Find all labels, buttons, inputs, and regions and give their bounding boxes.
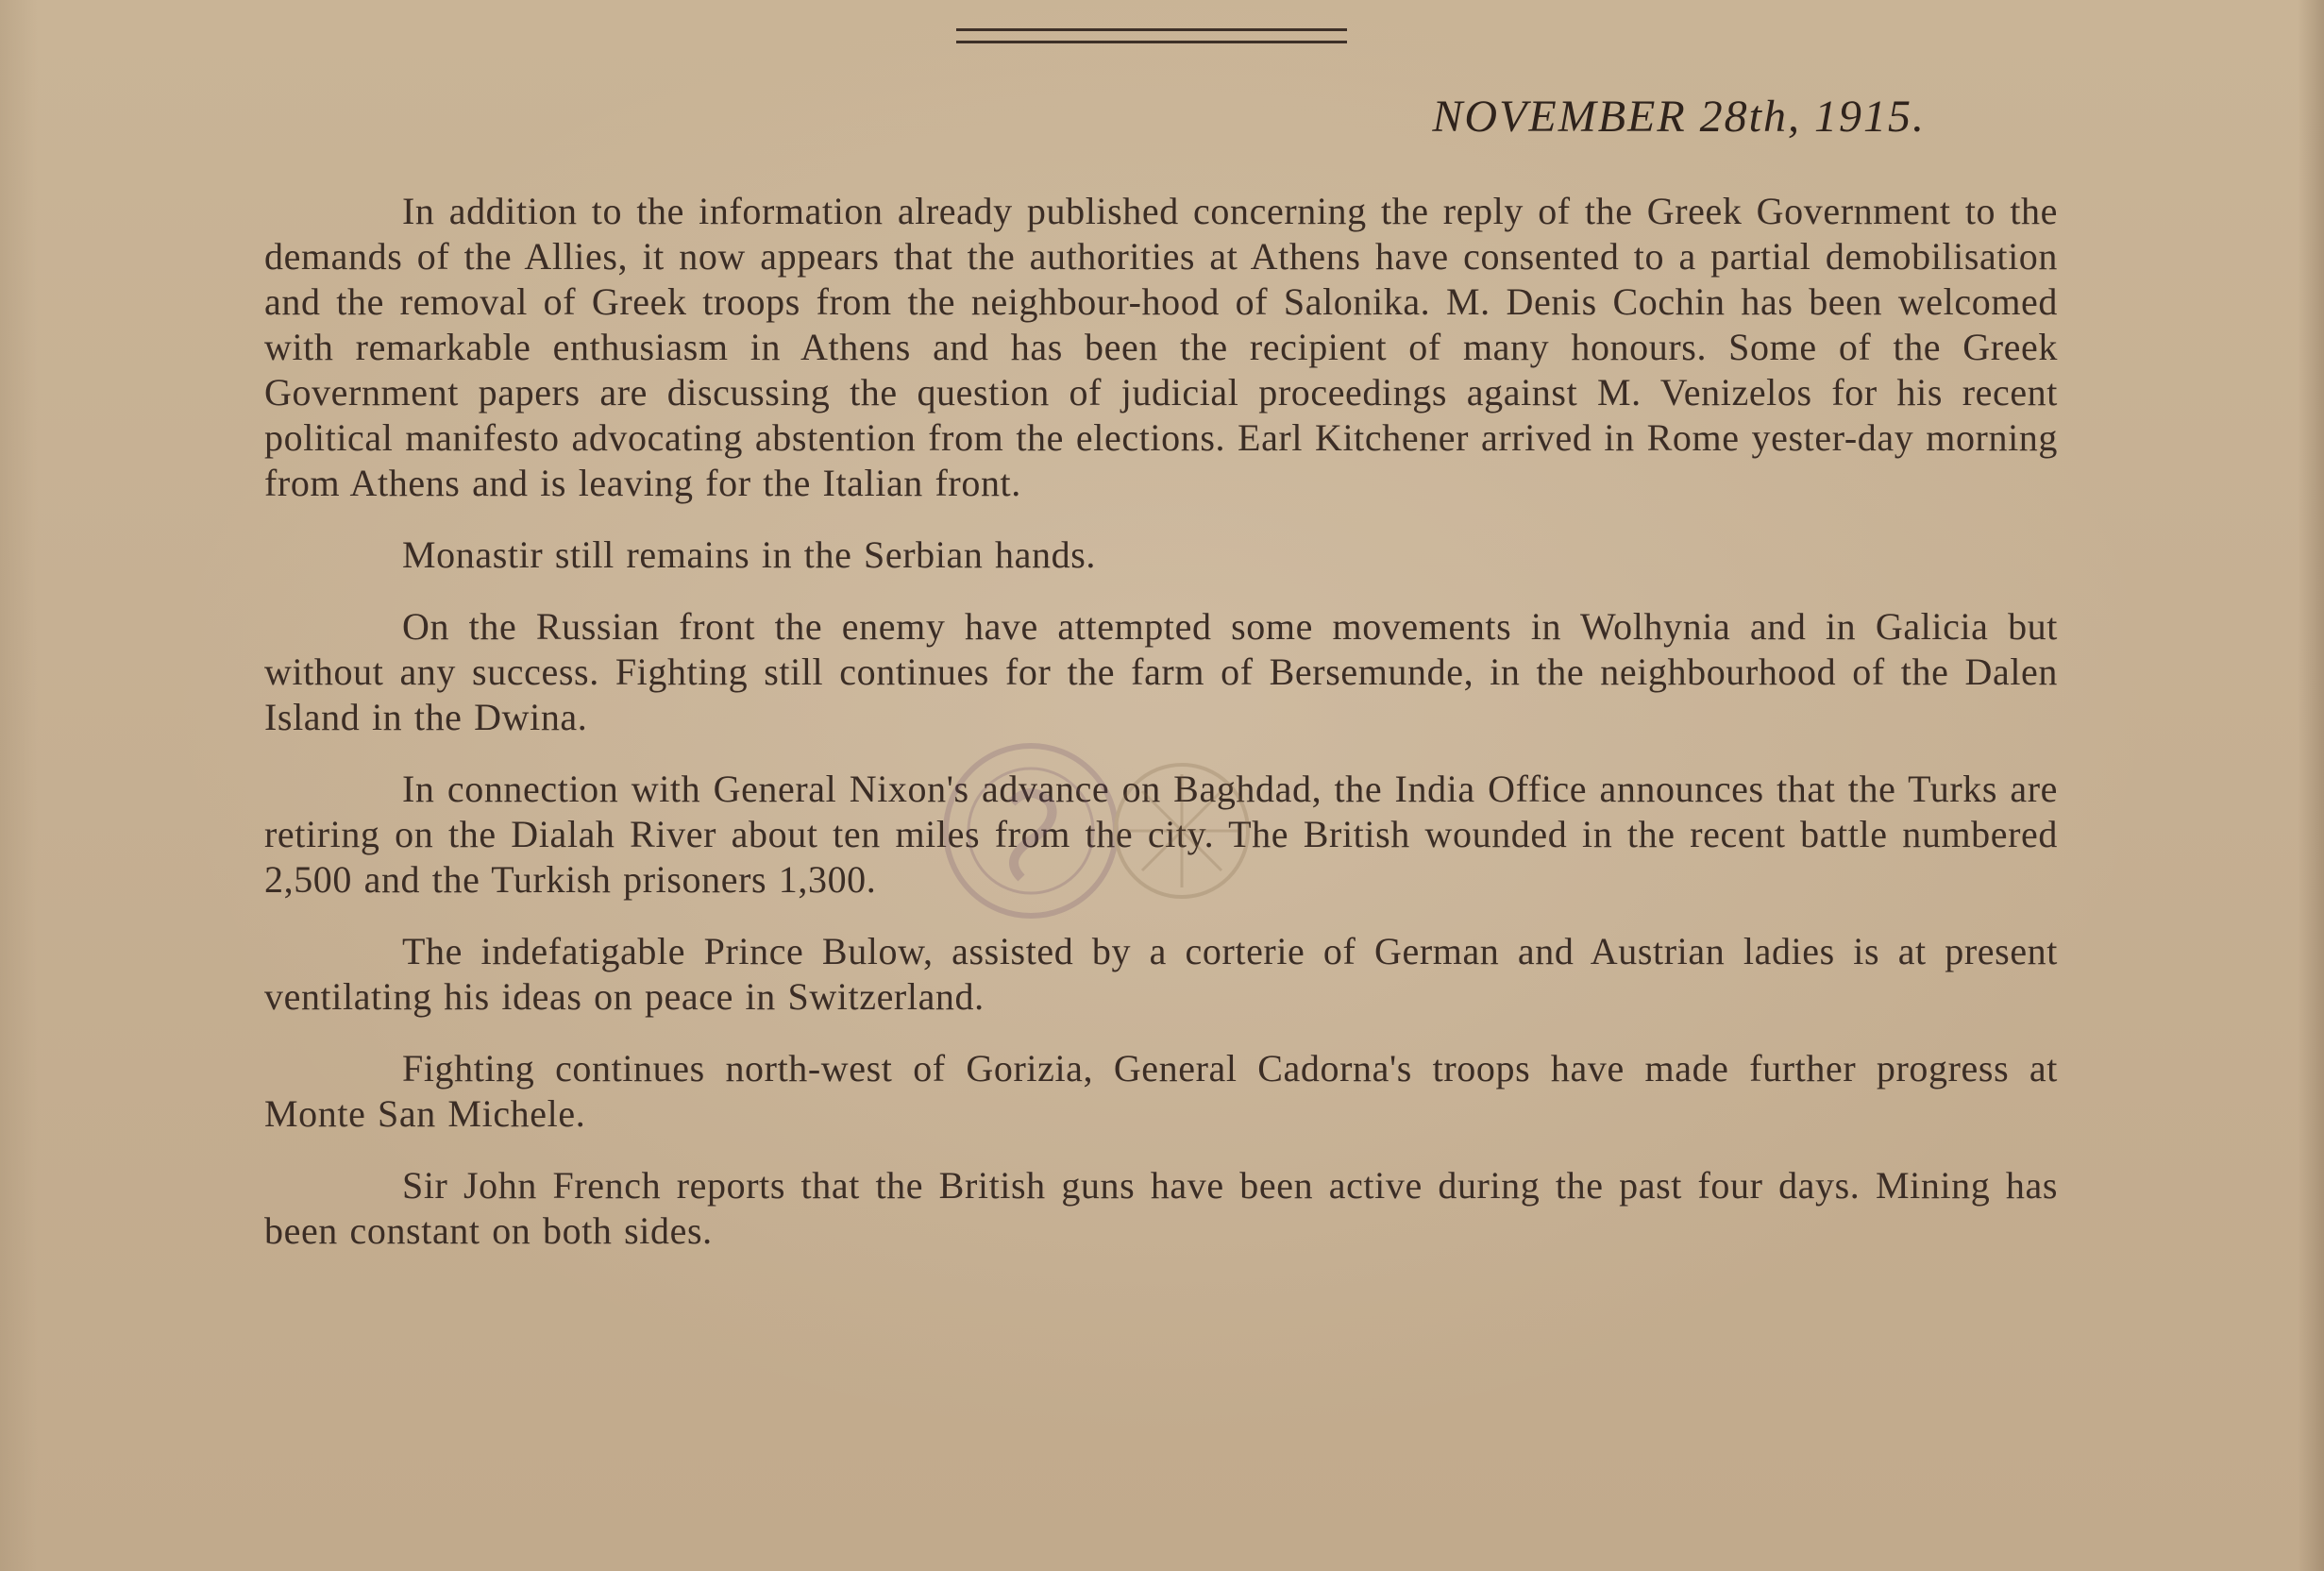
paragraph-baghdad: In connection with General Nixon's advance on Baghdad, the India Office announces that the Turks are retiring on the Dialah River about ten miles from the city. The British wounded in the recent battle numbered 2,500 and the Turkish prisoners 1,300. [264,768,2058,901]
header-rule-bottom [956,41,1347,43]
paragraph-monastir: Monastir still remains in the Serbian hands. [402,533,1096,576]
paper-edge-left [0,0,38,1571]
paragraph-gorizia: Fighting continues north-west of Gorizia, General Cadorna's troops have made further progress at Monte San Michele. [264,1047,2058,1135]
paragraph-greek-government: In addition to the information already published concerning the reply of the Greek Government to the demands of the Allies, it now appears that the authorities at Athens have consented to a partial demobilisation and the removal of Greek troops from the neighbour-hood of Salonika. M. Denis Cochin has been welcomed with remarkable enthusiasm in Athens and has been the recipient of many honours. Some of the Greek Government papers are discussing the question of judicial proceedings against M. Venizelos for his recent political manifesto advocating abstention from the elections. Earl Kitchener arrived in Rome yester-day morning from Athens and is leaving for the Italian front. [264,190,2058,504]
document-date: NOVEMBER 28th, 1915. [1432,92,1926,142]
archive-stamp-seal [908,727,1276,944]
paper-edge-right [2298,0,2324,1571]
paragraph-prince-bulow: The indefatigable Prince Bulow, assisted by a corterie of German and Austrian ladies is at present ventilating his ideas on peace in Switzerland. [264,930,2058,1018]
header-rule-top [956,28,1347,31]
paragraph-russian-front: On the Russian front the enemy have attempted some movements in Wolhynia and in Galicia but without any success. Fighting still continues for the farm of Bersemunde, in the neighbourhood of the Dalen Island in the Dwina. [264,605,2058,738]
paragraph-sir-john-french: Sir John French reports that the British guns have been active during the past four days. Mining has been constant on both sides. [264,1164,2058,1252]
